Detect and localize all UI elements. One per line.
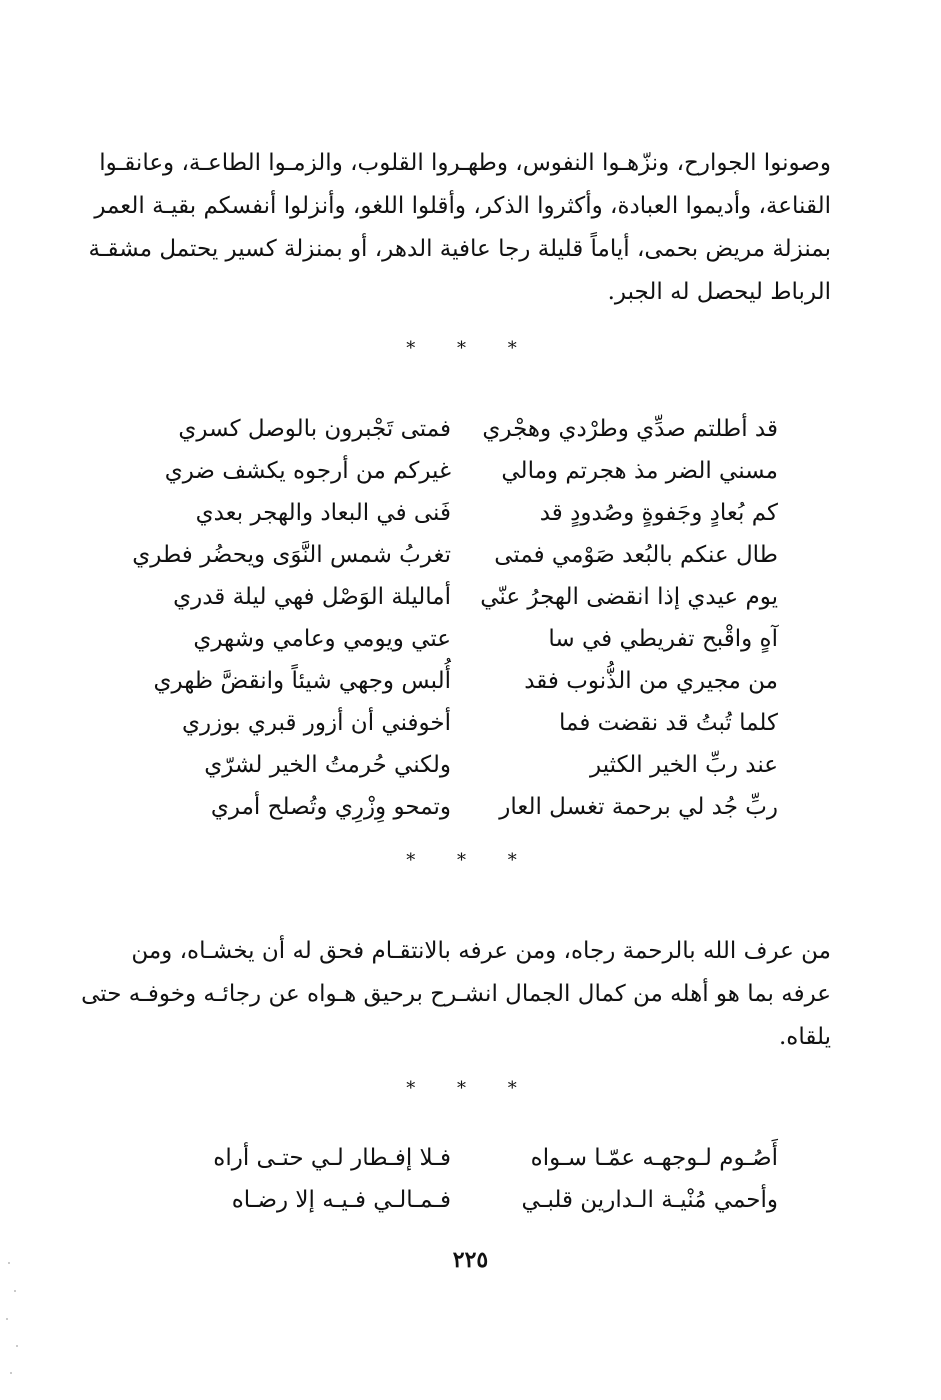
verse — [0, 534, 941, 576]
scan-speck — [10, 1372, 12, 1374]
paragraph-1 — [88, 142, 831, 314]
verse-second-hemistich: وتمحو وِزْرِي وتُصلح أمري — [210, 794, 451, 820]
verse-first-hemistich: طال عنكم بالبُعد صَوْمي فمتى — [494, 542, 778, 568]
verse — [0, 492, 941, 534]
verse-first-hemistich: من مجيري من الذُّنوب فقد — [524, 668, 778, 694]
verse-first-hemistich: مسني الضر مذ هجرتم ومالي — [501, 458, 778, 484]
verse — [0, 660, 941, 702]
paragraph-line: عرفه بما هو أهله من كمال الجمال انشـرح برحيق هـواه عن رجائـه وخوفـه حتى — [81, 981, 831, 1007]
verse-first-hemistich: أَصُـوم لـوجهـه عمّـا سـواه — [530, 1145, 778, 1171]
verse-first-hemistich: ربِّ جُد لي برحمة تغسل العار — [499, 794, 778, 820]
verse-second-hemistich: غيركم من أرجوه يكشف ضري — [164, 458, 451, 484]
paragraph-2 — [81, 930, 831, 1059]
verse-second-hemistich: فـلا إفـطار لـي حتـى أراه — [213, 1145, 451, 1171]
verse-second-hemistich: فَنى في البعاد والهجر بعدي — [195, 500, 451, 526]
verse-second-hemistich: أُلبس وجهي شيئاً وانقضَّ ظهري — [153, 668, 451, 694]
verse-first-hemistich: كلما تُبتُ قد نقضت فما — [559, 710, 778, 736]
paragraph-line: بمنزلة مريض بحمى، أياماً قليلة رجا عافية الدهر، أو بمنزلة كسير يحتمل مشقـة — [88, 236, 831, 262]
verse — [0, 576, 941, 618]
verse-first-hemistich: قد أطلتم صدِّي وطرْدي وهجْري — [482, 416, 778, 442]
verse-first-hemistich: آهٍ واقْبح تفريطي في سا — [548, 626, 778, 652]
poem-2 — [0, 1137, 941, 1221]
verse — [0, 408, 941, 450]
paragraph-line: وصونوا الجوارح، ونزّهـوا النفوس، وطهـروا القلوب، والزمـوا الطاعـة، وعانقـوا — [99, 150, 831, 176]
scan-speck — [14, 1290, 16, 1292]
verse-second-hemistich: فمتى تَجْبرون بالوصل كسري — [178, 416, 451, 442]
verse — [0, 1179, 941, 1221]
verse-second-hemistich: فـمـالـي فـيـه إلا رضـاه — [231, 1187, 451, 1213]
verse-second-hemistich: تغربُ شمس النَّوَى ويحضُر فطري — [132, 542, 451, 568]
verse-first-hemistich: عند ربِّ الخير الكثير — [590, 752, 778, 778]
scan-speck — [16, 1345, 18, 1347]
poem-1 — [0, 408, 941, 828]
verse-second-hemistich: عتي ويومي وعامي وشهري — [193, 626, 451, 652]
paragraph-line: من عرف الله بالرحمة رجاه، ومن عرفه بالانتقـام فحق له أن يخشـاه، ومن — [131, 938, 831, 964]
paragraph-line: القناعة، وأديموا العبادة، وأكثروا الذكر، وأقلوا اللغو، وأنزلوا أنفسكم بقيـة العمر — [94, 193, 831, 219]
scan-speck — [6, 1318, 8, 1320]
verse — [0, 1137, 941, 1179]
verse-second-hemistich: ولكني حُرمتُ الخير لشرّي — [204, 752, 451, 778]
scan-speck — [8, 1262, 10, 1264]
section-separator: * * * — [406, 338, 535, 359]
verse-second-hemistich: أماليلة الوَصْل فهي ليلة قدري — [173, 584, 451, 610]
verse-second-hemistich: أخوفني أن أزور قبري بوزري — [182, 710, 451, 736]
verse-first-hemistich: وأحمي مُنْيـة الـدارين قلبـي — [521, 1187, 778, 1213]
verse-first-hemistich: يوم عيدي إذا انقضى الهجرُ عنّي — [480, 584, 778, 610]
verse — [0, 618, 941, 660]
verse-first-hemistich: كم بُعادٍ وجَفوةٍ وصُدودٍ قد — [539, 500, 778, 526]
verse — [0, 702, 941, 744]
verse — [0, 744, 941, 786]
page-number: ٢٢٥ — [452, 1247, 489, 1273]
section-separator: * * * — [406, 850, 535, 871]
paragraph-line: الرباط ليحصل له الجبر. — [607, 279, 831, 305]
verse — [0, 786, 941, 828]
paragraph-line: يلقاه. — [778, 1024, 831, 1050]
verse — [0, 450, 941, 492]
section-separator: * * * — [406, 1078, 535, 1099]
